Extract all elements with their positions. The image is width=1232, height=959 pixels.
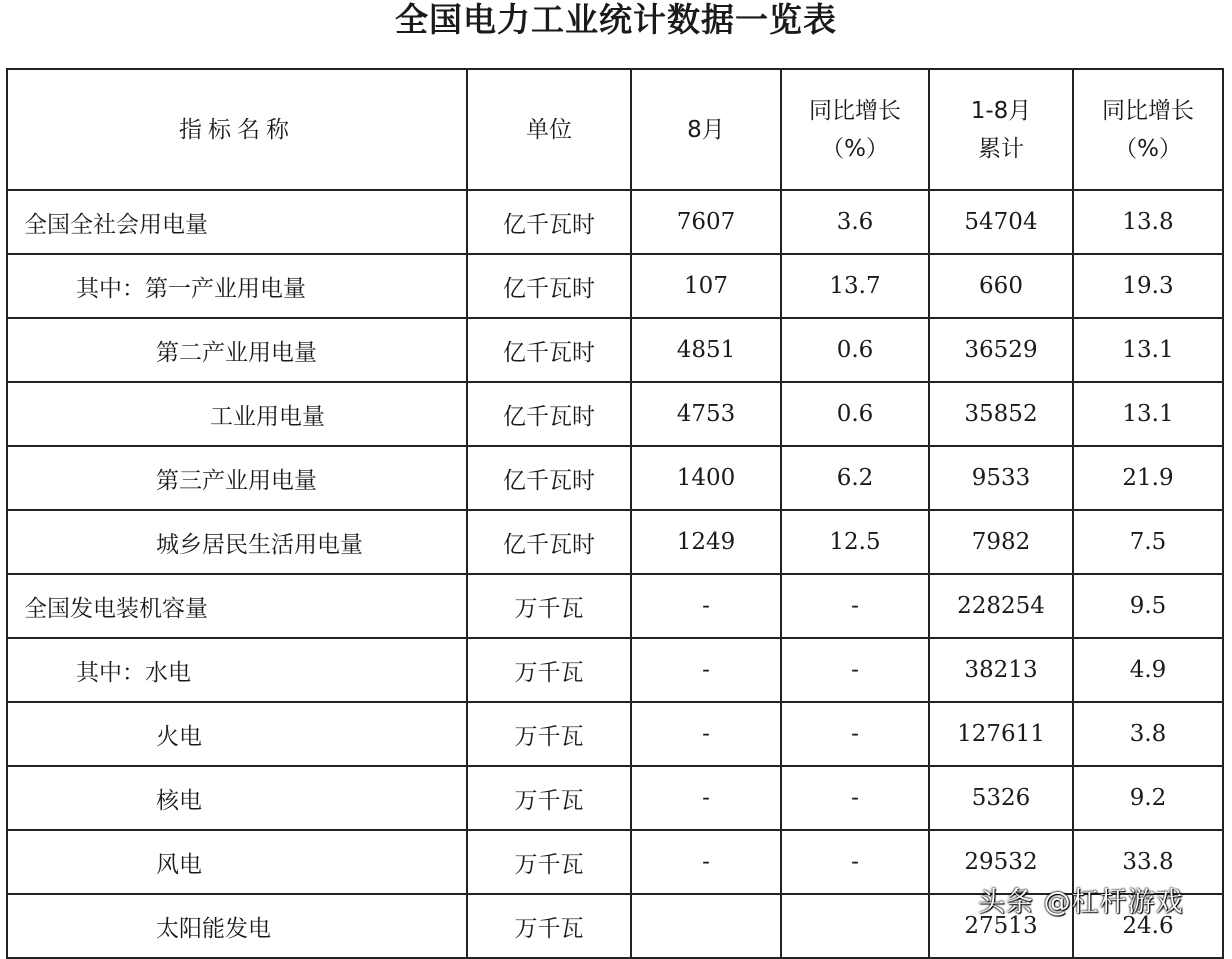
row-unit-cell: 万千瓦 [467,574,631,638]
row-cumulative-value: 54704 [929,190,1073,254]
page-title: 全国电力工业统计数据一览表 [395,0,837,39]
row-unit-cell: 亿千瓦时 [467,382,631,446]
row-month-value: - [631,574,781,638]
row-month-value: 1400 [631,446,781,510]
row-yoy-cum-value: 19.3 [1073,254,1223,318]
table-row [7,254,1223,318]
table-header [7,69,1223,190]
row-yoy-cum-value: 7.5 [1073,510,1223,574]
header-yoy-month-line2: （%） [821,135,889,162]
row-yoy-month-value: - [781,766,929,830]
row-unit-cell: 亿千瓦时 [467,318,631,382]
header-name [7,69,467,190]
row-name-cell: 其中：第一产业用电量 [7,254,467,318]
row-name-cell: 第二产业用电量 [7,318,467,382]
row-name-cell: 城乡居民生活用电量 [7,510,467,574]
table-row [7,190,1223,254]
row-yoy-month-value: - [781,638,929,702]
header-yoy-cumulative [1073,69,1223,190]
row-yoy-cum-value: 13.1 [1073,382,1223,446]
row-yoy-cum-value: 4.9 [1073,638,1223,702]
row-name-cell: 全国全社会用电量 [7,190,467,254]
table-row [7,638,1223,702]
row-unit-cell: 亿千瓦时 [467,190,631,254]
row-yoy-month-value: 12.5 [781,510,929,574]
row-cumulative-value: 38213 [929,638,1073,702]
row-unit-cell: 万千瓦 [467,894,631,958]
row-name-cell: 太阳能发电 [7,894,467,958]
row-cumulative-value: 27513 [929,894,1073,958]
table-row [7,318,1223,382]
header-month [631,69,781,190]
row-unit-cell: 万千瓦 [467,830,631,894]
table-row [7,766,1223,830]
header-row [7,69,1223,190]
row-cumulative-value: 660 [929,254,1073,318]
row-yoy-cum-value: 21.9 [1073,446,1223,510]
row-yoy-month-value: 13.7 [781,254,929,318]
row-name-cell: 风电 [7,830,467,894]
row-name-cell: 其中：水电 [7,638,467,702]
row-unit-cell: 亿千瓦时 [467,446,631,510]
table-body [7,190,1223,958]
statistics-table [6,68,1224,959]
header-cumulative [929,69,1073,190]
table-row [7,510,1223,574]
row-month-value [631,894,781,958]
row-name-cell: 全国发电装机容量 [7,574,467,638]
header-unit [467,69,631,190]
row-month-value: 1249 [631,510,781,574]
header-name-label: 指标名称 [179,116,295,143]
header-cumulative-line1: 1-8月 [970,97,1032,124]
row-month-value: 4753 [631,382,781,446]
header-yoy-cum-line2: （%） [1114,135,1182,162]
header-yoy-month-line1: 同比增长 [809,97,901,124]
row-cumulative-value: 127611 [929,702,1073,766]
row-cumulative-value: 7982 [929,510,1073,574]
row-name-cell: 工业用电量 [7,382,467,446]
table-row [7,574,1223,638]
row-name-cell: 第三产业用电量 [7,446,467,510]
table-row [7,446,1223,510]
header-cumulative-line2: 累计 [978,135,1024,162]
row-month-value: - [631,702,781,766]
row-cumulative-value: 228254 [929,574,1073,638]
row-month-value: - [631,766,781,830]
row-yoy-cum-value: 9.2 [1073,766,1223,830]
table-row [7,702,1223,766]
row-name-cell: 火电 [7,702,467,766]
row-name-cell: 核电 [7,766,467,830]
header-unit-label: 单位 [526,116,572,143]
row-cumulative-value: 29532 [929,830,1073,894]
row-cumulative-value: 36529 [929,318,1073,382]
row-unit-cell: 亿千瓦时 [467,254,631,318]
row-yoy-month-value [781,894,929,958]
row-month-value: 107 [631,254,781,318]
table-row [7,382,1223,446]
row-yoy-cum-value: 13.1 [1073,318,1223,382]
row-yoy-cum-value: 13.8 [1073,190,1223,254]
row-month-value: 7607 [631,190,781,254]
row-yoy-cum-value: 33.8 [1073,830,1223,894]
row-yoy-month-value: 0.6 [781,382,929,446]
header-yoy-cum-line1: 同比增长 [1102,97,1194,124]
row-month-value: - [631,830,781,894]
watermark-text: 头条 @杠杆游戏 [978,887,1184,918]
header-yoy-month [781,69,929,190]
row-yoy-month-value: 3.6 [781,190,929,254]
row-month-value: 4851 [631,318,781,382]
row-unit-cell: 万千瓦 [467,638,631,702]
row-yoy-month-value: - [781,830,929,894]
row-yoy-month-value: - [781,702,929,766]
row-yoy-cum-value: 24.6 [1073,894,1223,958]
row-yoy-month-value: 0.6 [781,318,929,382]
row-yoy-cum-value: 3.8 [1073,702,1223,766]
row-yoy-month-value: 6.2 [781,446,929,510]
header-month-label: 8月 [687,116,725,143]
row-unit-cell: 万千瓦 [467,702,631,766]
row-yoy-month-value: - [781,574,929,638]
row-unit-cell: 亿千瓦时 [467,510,631,574]
row-cumulative-value: 9533 [929,446,1073,510]
row-cumulative-value: 35852 [929,382,1073,446]
row-yoy-cum-value: 9.5 [1073,574,1223,638]
row-month-value: - [631,638,781,702]
row-cumulative-value: 5326 [929,766,1073,830]
row-unit-cell: 万千瓦 [467,766,631,830]
